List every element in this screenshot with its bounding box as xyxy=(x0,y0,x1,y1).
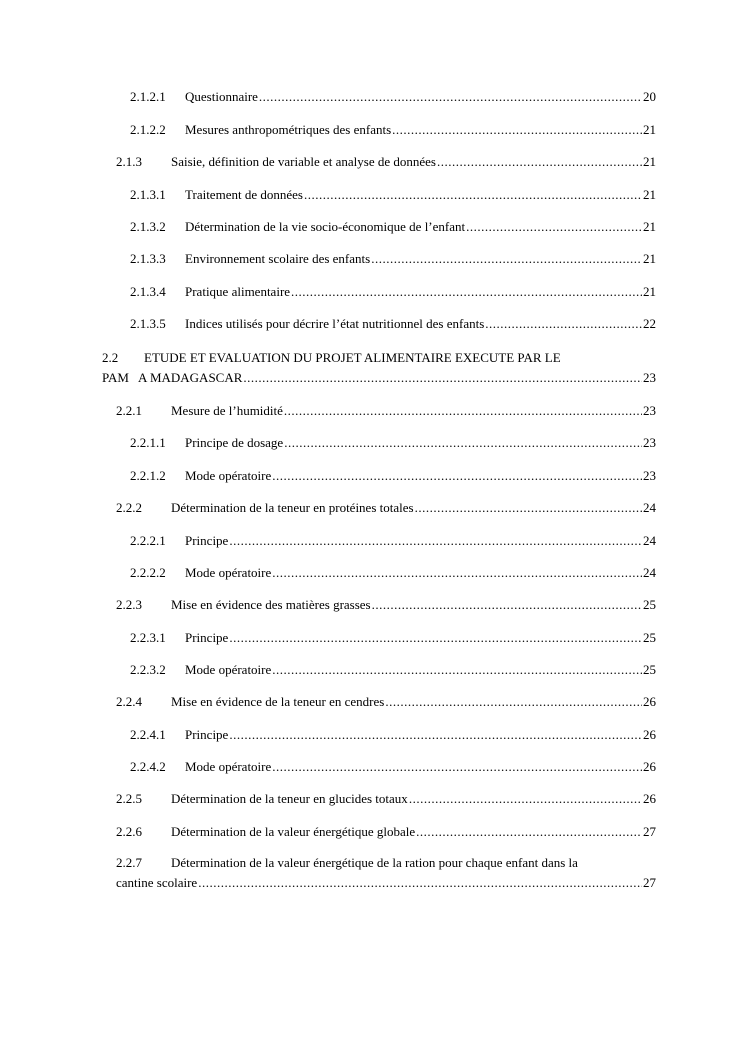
toc-entry-title: Mode opératoire xyxy=(185,565,272,580)
toc-leader-dots xyxy=(385,694,642,710)
toc-entry-title: Mode opératoire xyxy=(185,468,272,483)
toc-entry-page: 26 xyxy=(643,759,656,774)
toc-entry-number: 2.2.3 xyxy=(116,597,142,612)
toc-entry-page: 27 xyxy=(643,875,656,890)
toc-entry-page: 21 xyxy=(643,122,656,137)
toc-leader-dots xyxy=(272,662,642,678)
toc-entry-title: Mesure de l’humidité xyxy=(171,403,283,418)
toc-entry-page: 24 xyxy=(643,500,656,515)
toc-leader-dots xyxy=(229,727,642,743)
toc-entry-title: Mise en évidence de la teneur en cendres xyxy=(171,694,385,709)
toc-entry-number: 2.2.5 xyxy=(116,791,142,806)
toc-entry-title: Détermination de la vie socio-économique de l’enfant xyxy=(185,219,466,234)
toc-entry-number: 2.2.1 xyxy=(116,403,142,418)
toc-entry[interactable] xyxy=(130,662,656,678)
toc-entry-page: 25 xyxy=(643,662,656,677)
toc-entry-title: Questionnaire xyxy=(185,89,258,104)
toc-entry-title: Traitement de données xyxy=(185,187,303,202)
toc-entry-number: 2.2.3.1 xyxy=(130,630,166,645)
toc-entry-title: Détermination de la valeur énergétique globale xyxy=(171,824,416,839)
toc-entry-number: 2.1.2.2 xyxy=(130,122,166,137)
toc-entry-page: 27 xyxy=(643,824,656,839)
toc-leader-dots xyxy=(284,403,642,419)
toc-entry-title-line2: cantine scolaire xyxy=(116,875,198,890)
toc-entry-number: 2.2.2 xyxy=(116,500,142,515)
toc-entry-title: Mode opératoire xyxy=(185,662,272,677)
toc-entry-page: 23 xyxy=(643,370,656,385)
toc-entry-page: 25 xyxy=(643,597,656,612)
toc-leader-dots xyxy=(229,630,642,646)
toc-entry-number: 2.1.2.1 xyxy=(130,89,166,104)
toc-leader-dots xyxy=(272,468,642,484)
toc-entry-number: 2.2.4.2 xyxy=(130,759,166,774)
toc-entry-number: 2.2.6 xyxy=(116,824,142,839)
toc-entry-title: Environnement scolaire des enfants xyxy=(185,251,371,266)
toc-entry-title-line1: Détermination de la valeur énergétique de la ration pour chaque enfant dans la xyxy=(171,855,578,870)
toc-leader-dots xyxy=(415,500,642,516)
toc-entry[interactable] xyxy=(130,284,656,300)
toc-entry-title: Indices utilisés pour décrire l’état nutritionnel des enfants xyxy=(185,316,485,331)
toc-entry-number: 2.2.4.1 xyxy=(130,727,166,742)
toc-leader-dots xyxy=(392,122,642,138)
toc-entry[interactable] xyxy=(130,316,656,332)
toc-entry-page: 24 xyxy=(643,565,656,580)
toc-entry-page: 21 xyxy=(643,251,656,266)
toc-entry[interactable] xyxy=(116,403,656,419)
toc-entry-page: 26 xyxy=(643,727,656,742)
toc-leader-dots xyxy=(485,316,642,332)
toc-entry-page: 21 xyxy=(643,219,656,234)
toc-entry-number: 2.2.4 xyxy=(116,694,142,709)
toc-entry-page: 26 xyxy=(643,791,656,806)
toc-entry-page: 20 xyxy=(643,89,656,104)
toc-entry[interactable] xyxy=(130,251,656,267)
toc-entry-number: 2.2.3.2 xyxy=(130,662,166,677)
toc-entry[interactable] xyxy=(116,791,656,807)
toc-leader-dots xyxy=(466,219,642,235)
toc-entry-number: 2.2 xyxy=(102,350,119,365)
toc-entry[interactable] xyxy=(130,533,656,549)
toc-entry[interactable] xyxy=(130,630,656,646)
toc-entry-title: Détermination de la teneur en protéines totales xyxy=(171,500,414,515)
toc-entry[interactable] xyxy=(130,565,656,581)
toc-entry-title-line1: ETUDE ET EVALUATION DU PROJET ALIMENTAIRE EXECUTE PAR LE xyxy=(144,350,561,365)
toc-entry-page: 23 xyxy=(643,435,656,450)
toc-entry[interactable] xyxy=(116,855,656,891)
toc-entry-page: 21 xyxy=(643,154,656,169)
toc-entry[interactable] xyxy=(130,759,656,775)
toc-entry-number: 2.1.3.3 xyxy=(130,251,166,266)
toc-entry-title: Pratique alimentaire xyxy=(185,284,291,299)
toc-leader-dots xyxy=(372,597,642,613)
toc-leader-dots xyxy=(198,875,642,891)
toc-leader-dots xyxy=(437,154,642,170)
toc-leader-dots xyxy=(304,187,642,203)
toc-entry-number: 2.2.1.1 xyxy=(130,435,166,450)
toc-entry[interactable] xyxy=(116,500,656,516)
toc-leader-dots xyxy=(416,824,642,840)
toc-entry-title: Détermination de la teneur en glucides totaux xyxy=(171,791,408,806)
toc-leader-dots xyxy=(291,284,642,300)
toc-entry-title: Mise en évidence des matières grasses xyxy=(171,597,371,612)
toc-entry-number: 2.1.3.2 xyxy=(130,219,166,234)
toc-entry-page: 23 xyxy=(643,468,656,483)
toc-entry[interactable] xyxy=(116,694,656,710)
toc-entry-title: Principe de dosage xyxy=(185,435,284,450)
toc-leader-dots xyxy=(371,251,642,267)
toc-entry-number: 2.2.2.2 xyxy=(130,565,166,580)
toc-entry[interactable] xyxy=(116,597,656,613)
toc-entry-page: 26 xyxy=(643,694,656,709)
toc-entry-number: 2.1.3 xyxy=(116,154,142,169)
toc-entry[interactable] xyxy=(130,219,656,235)
toc-leader-dots xyxy=(284,435,642,451)
toc-entry-title: Mode opératoire xyxy=(185,759,272,774)
toc-entry-title-line2: PAM A MADAGASCAR xyxy=(102,370,243,385)
toc-entry-page: 23 xyxy=(643,403,656,418)
toc-entry[interactable] xyxy=(130,122,656,138)
toc-entry[interactable] xyxy=(130,187,656,203)
toc-entry-title: Principe xyxy=(185,630,229,645)
toc-leader-dots xyxy=(409,791,642,807)
toc-entry-title: Saisie, définition de variable et analyse de données xyxy=(171,154,436,169)
toc-entry-number: 2.2.2.1 xyxy=(130,533,166,548)
toc-entry[interactable] xyxy=(116,154,656,170)
toc-entry-title: Mesures anthropométriques des enfants xyxy=(185,122,392,137)
toc-entry-number: 2.1.3.5 xyxy=(130,316,166,331)
toc-leader-dots xyxy=(243,370,642,386)
toc-entry-title: Principe xyxy=(185,727,229,742)
toc-entry-page: 24 xyxy=(643,533,656,548)
toc-leader-dots xyxy=(272,759,642,775)
toc-entry-number: 2.1.3.4 xyxy=(130,284,166,299)
toc-entry[interactable] xyxy=(116,824,656,840)
toc-entry[interactable] xyxy=(130,468,656,484)
toc-entry[interactable] xyxy=(130,727,656,743)
toc-entry-page: 22 xyxy=(643,316,656,331)
toc-entry-number: 2.2.1.2 xyxy=(130,468,166,483)
toc-entry[interactable] xyxy=(130,435,656,451)
toc-leader-dots xyxy=(229,533,642,549)
toc-leader-dots xyxy=(259,89,642,105)
toc-entry[interactable] xyxy=(130,89,656,105)
toc-entry-chapter[interactable] xyxy=(102,350,656,386)
toc-entry-number: 2.1.3.1 xyxy=(130,187,166,202)
toc-entry-title: Principe xyxy=(185,533,229,548)
toc-leader-dots xyxy=(272,565,642,581)
toc-entry-page: 21 xyxy=(643,187,656,202)
toc-entry-number: 2.2.7 xyxy=(116,855,142,870)
toc-entry-page: 25 xyxy=(643,630,656,645)
toc-entry-page: 21 xyxy=(643,284,656,299)
